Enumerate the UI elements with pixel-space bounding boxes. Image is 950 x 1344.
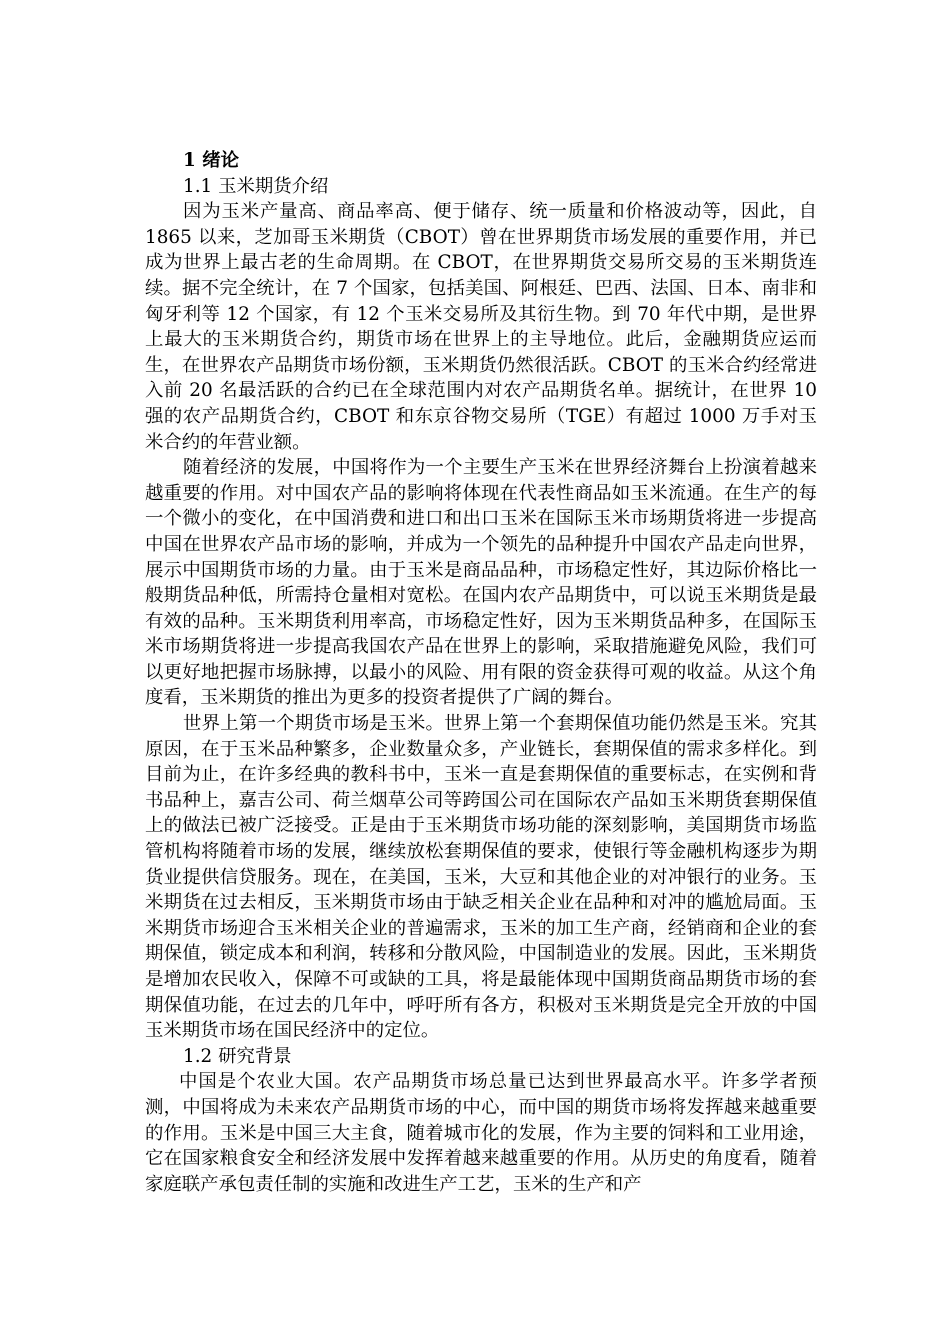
paragraph-china-corn-role: 随着经济的发展，中国将作为一个主要生产玉米在世界经济舞台上扮演着越来越重要的作用。对中国农产品的影响将体现在代表性商品如玉米流通。在生产的每一个微小的变化，在中国消费和进口和出口玉米在国际玉米市场期货将进一步提高中国在世界农产品市场的影响，并成为一个领先的品种提升中国农产品走向世界，展示中国期货市场的力量。由于玉米是商品品种，市场稳定性好，其边际价格比一般期货品种低，所需持仓量相对宽松。在国内农产品期货中，可以说玉米期货是最有效的品种。玉米期货利用率高，市场稳定性好，因为玉米期货品种多，在国际玉米市场期货将进一步提高我国农产品在世界上的影响，采取措施避免风险，我们可以更好地把握市场脉搏，以最小的风险、用有限的资金获得可观的收益。从这个角度看，玉米期货的推出为更多的投资者提供了广阔的舞台。: [145, 457, 817, 709]
paragraph-hedging-function: 世界上第一个期货市场是玉米。世界上第一个套期保值功能仍然是玉米。究其原因，在于玉米品种繁多，企业数量众多，产业链长，套期保值的需求多样化。到目前为止，在许多经典的教科书中，玉米一直是套期保值的重要标志，在实例和背书品种上，嘉吉公司、荷兰烟草公司等跨国公司在国际农产品如玉米期货套期保值上的做法已被广泛接受。正是由于玉米期货市场功能的深刻影响，美国期货市场监管机构将随着市场的发展，继续放松套期保值的要求，使银行等金融机构逐步为期货业提供信贷服务。现在，在美国，玉米，大豆和其他企业的对冲银行的业务。玉米期货在过去相反，玉米期货市场由于缺乏相关企业在品种和对冲的尴尬局面。玉米期货市场迎合玉米相关企业的普遍需求，玉米的加工生产商，经销商和企业的套期保值，锁定成本和利润，转移和分散风险，中国制造业的发展。因此，玉米期货是增加农民收入，保障不可或缺的工具，将是最能体现中国期货商品期货市场的套期保值功能，在过去的几年中，呼吁所有各方，积极对玉米期货是完全开放的中国玉米期货市场在国民经济中的定位。: [145, 713, 817, 1042]
document-body: [145, 148, 817, 1197]
chapter-heading: 1 绪论: [183, 150, 239, 171]
section-heading-research-background: 1.2 研究背景: [183, 1045, 292, 1067]
section-heading-corn-futures-intro: 1.1 玉米期货介绍: [183, 175, 329, 197]
paragraph-corn-futures-history: 因为玉米产量高、商品率高、便于储存、统一质量和价格波动等，因此，自 1865 以来，芝加哥玉米期货（CBOT）曾在世界期货市场发展的重要作用，并已成为世界上最古老的生命周期。在 CBOT，在世界期货交易所交易的玉米期货连续。据不完全统计，在 7 个国家，包括美国、阿根廷、巴西、法国、日本、南非和匈牙利等 12 个国家，有 12 个玉米交易所及其衍生物。到 70 年代中期，是世界上最大的玉米期货合约，期货市场在世界上的主导地位。此后，金融期货应运而生，在世界农产品期货市场份额，玉米期货仍然很活跃。CBOT 的玉米合约经常进入前 20 名最活跃的合约已在全球范围内对农产品期货名单。据统计，在世界 10 强的农产品期货合约，CBOT 和东京谷物交易所（TGE）有超过 1000 万手对玉米合约的年营业额。: [145, 201, 817, 453]
paragraph-research-background: 中国是个农业大国。农产品期货市场总量已达到世界最高水平。许多学者预测，中国将成为未来农产品期货市场的中心，而中国的期货市场将发挥越来越重要的作用。玉米是中国三大主食，随着城市化的发展，作为主要的饲料和工业用途，它在国家粮食安全和经济发展中发挥着越来越重要的作用。从历史的角度看，随着家庭联产承包责任制的实施和改进生产工艺，玉米的生产和产: [145, 1071, 817, 1195]
